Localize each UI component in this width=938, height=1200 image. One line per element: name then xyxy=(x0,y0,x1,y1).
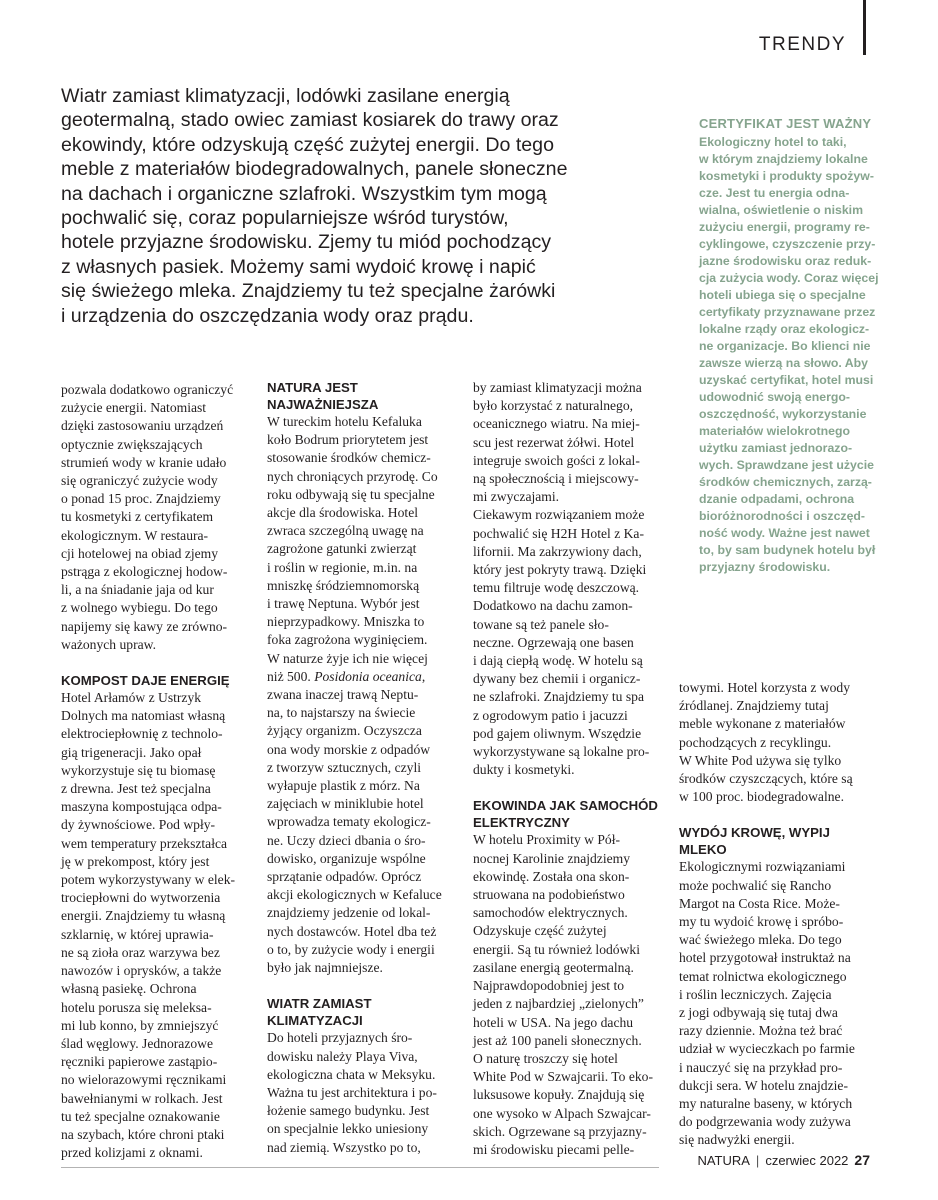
body-paragraph: pozwala dodatkowo ograniczyć zużycie energii. Natomiast dzięki zastosowaniu urządzeń optycznie zwiększających strumień wody w kranie udało się ograniczyć zużycie wody o ponad 15 proc. Znajdziemy tu kosmetyki z certyfikatem ekologicznym. W restaura- cji hotelowej na obiad zjemy pstrąga z ekologicznej hodow- li, a na śniadanie jaja od kur z wolnego wybiegu. Do tego napijemy się kawy ze zrówno- ważonych upraw. xyxy=(61,382,234,652)
column-1 xyxy=(61,381,251,1162)
header-rule xyxy=(863,0,866,55)
subheading-natura: NATURA JEST NAJWAŻNIEJSZA xyxy=(267,380,379,412)
page-number: 27 xyxy=(854,1152,870,1168)
footer-rule xyxy=(61,1167,659,1168)
body-paragraph: towymi. Hotel korzysta z wody źródlanej. Znajdziemy tutaj meble wykonane z materiałów pochodzących z recyklingu. W White Pod używa się tylko środków czyszczących, które są w 100 proc. biodegradowalne. xyxy=(679,680,853,805)
body-paragraph: Hotel Arłamów z Ustrzyk Dolnych ma natomiast własną elektrociepłownię z technolo- gią trigeneracji. Jako opał wykorzystuje się tu biomasę z drewna. Jest też specjalna maszyna kompostująca odpa- dy żywnościowe. Pod wpły- wem temperatury przekształca ję w prekompost, który jest potem wykorzystywany w elek- trociepłowni do wytworzenia energii. Znajdziemy tu własną szklarnię, w której uprawia- ne są zioła oraz warzywa bez nawozów i oprysków, a także własną pasiekę. Ochrona hotelu porusza się meleksa- mi lub konno, by zmniejszyć ślad węglowy. Jednorazowe ręczniki papierowe zastąpio- no wielorazowymi ręcznikami bawełnianymi w rolkach. Jest tu też specjalne oznakowanie na szybach, które chroni ptaki przed kolizjami z oknami. xyxy=(61,690,236,1161)
species-name: Posidonia oceanica xyxy=(314,668,422,684)
sidebar-title: CERTYFIKAT JEST WAŻNY xyxy=(699,116,872,131)
page-footer xyxy=(697,1152,870,1168)
body-paragraph: by zamiast klimatyzacji można było korzystać z naturalnego, oceanicznego wiatru. Na miej- scu jest rezerwat żółwi. Hotel integruje swoich gości z lokal- ną społecznością i miejscowy- mi zwyczajami. Ciekawym rozwiązaniem może pochwalić się H2H Hotel z Ka- lifornii. Ma zakrzywiony dach, który jest pokryty trawą. Dzięki temu filtruje wodę deszczową. Dodatkowo na dachu zamon- towane są też panele sło- neczne. Ogrzewają one basen i dają ciepłą wodę. W hotelu są dywany bez chemii i organicz- ne szlafroki. Znajdziemy tu spa z ogrodowym patio i jacuzzi pod gajem oliwnym. Wszędzie wykorzystywane są lokalne pro- dukty i kosmetyki. xyxy=(473,380,650,778)
body-paragraph: Ekologicznymi rozwiązaniami może pochwalić się Rancho Margot na Costa Rice. Może- my tu wydoić krowę i spróbo- wać świeżego mleka. Do tego hotel przygotował instruktaż na temat rolnictwa ekologicznego i roślin leczniczych. Zajęcia z jogi odbywają się tutaj dwa razy dziennie. Można też brać udział w wycieczkach po farmie i nauczyć się na przykład pro- dukcji sera. W hotelu znajdzie- my naturalne baseny, w których do podgrzewania wody zużywa się nadwyżki energii. xyxy=(679,859,855,1148)
body-paragraph xyxy=(267,413,459,977)
sidebar-body: Ekologiczny hotel to taki, w którym znajdziemy lokalne kosmetyki i produkty spożyw- cze. Jest tu energia odna- wialna, oświetlenie o niskim zużyciu energii, programy re- cyklingowe, czyszczenie przy- jazne środowisku oraz reduk- cja zużycia wody. Coraz więcej hoteli ubiega się o specjalne certyfikaty przyznawane przez lokalne rządy oraz ekologicz- ne organizacje. Bo klienci nie zawsze wierzą na słowo. Aby uzyskać certyfikat, hotel musi udowodnić swoją energo- oszczędność, wykorzystanie materiałów wielokrotnego użytku zamiast jednorazo- wych. Sprawdzane jest użycie środków chemicznych, zarzą- dzanie odpadami, ochrona bioróżnorodności i oszczęd- ność wody. Ważne jest nawet to, by sam budynek hotelu był przyjazny środowisku. xyxy=(699,135,879,574)
body-text: W tureckim hotelu Kefaluka koło Bodrum priorytetem jest stosowanie środków chemicz- nych chroniących przyrodę. Co roku odbywają się tu specjalne akcje dla środowiska. Hotel zwraca szczególną uwagę na zagrożone gatunki zwierząt i roślin w regionie, m.in. na mniszkę śródziemnomorską i trawę Neptuna. Wybór jest nieprzypadkowy. Mniszka to foka zagrożona wyginięciem. W naturze żyje ich nie więcej niż 500. xyxy=(267,414,438,684)
body-paragraph: W hotelu Proximity w Pół- nocnej Karolinie znajdziemy ekowindę. Została ona skon- struowana na podobieństwo samochodów elektrycznych. Odzyskuje część zużytej energii. Są tu również lodówki zasilane energią geotermalną. Najprawdopodobniej jest to jeden z najbardziej „zielonych” hoteli w USA. Na jego dachu jest aż 100 paneli słonecznych. O naturę troszczy się hotel White Pod w Szwajcarii. To eko- luksusowe kopuły. Znajdują się one wysoko w Alpach Szwajcar- skich. Ogrzewane są przyjazny- mi środowisku piecami pelle- xyxy=(473,832,654,1157)
column-4 xyxy=(679,679,874,1150)
section-label: TRENDY xyxy=(758,34,846,55)
sidebar-box xyxy=(699,115,895,576)
body-paragraph: Do hoteli przyjaznych śro- dowisku należy Playa Viva, ekologiczna chata w Meksyku. Ważna tu jest architektura i po- łożenie samego budynku. Jest on specjalnie lekko uniesiony nad ziemią. Wszystko po to, xyxy=(267,1030,437,1155)
footer-separator: | xyxy=(755,1153,760,1168)
issue-date: czerwiec 2022 xyxy=(765,1153,849,1168)
subheading-wydoj: WYDÓJ KROWĘ, WYPIJ MLEKO xyxy=(679,825,830,858)
subheading-wiatr: WIATR ZAMIAST KLIMATYZACJI xyxy=(267,996,372,1029)
subheading-ekowinda: EKOWINDA JAK SAMOCHÓD ELEKTRYCZNY xyxy=(473,798,658,831)
subheading-kompost: KOMPOST DAJE ENERGIĘ xyxy=(61,673,230,689)
magazine-name: NATURA xyxy=(697,1153,750,1168)
body-text: , zwana inaczej trawą Neptu- na, to najstarszy na świecie żyjący organizm. Oczyszcza ona wody morskie z odpadów z tworzyw sztucznych, czyli wyłapuje plastik z mórz. Na zajęciach w miniklubie hotel wprowadza tematy ekologicz- ne. Uczy dzieci dbania o śro- dowisko, organizuje wspólne sprzątanie odpadów. Oprócz akcji ekologicznych w Kefaluce znajdziemy jedzenie od lokal- nych dostawców. Hotel dba też o to, by zużycie wody i energii było jak najmniejsze. xyxy=(267,668,442,976)
column-3 xyxy=(473,379,668,1159)
article-lead: Wiatr zamiast klimatyzacji, lodówki zasilane energią geotermalną, stado owiec zamiast kosiarek do trawy oraz ekowindy, które odzyskują część zużytej energii. Do tego meble z materiałów biodegradowalnych, panele słoneczne na dachach i organiczne szlafroki. Wszystkim tym mogą pochwalić się, coraz popularniejsze wśród turystów, hotele przyjazne środowisku. Zjemy tu miód pochodzący z własnych pasiek. Możemy sami wydoić krowę i napić się świeżego mleka. Znajdziemy tu też specjalne żarówki i urządzenia do oszczędzania wody oraz prądu. xyxy=(61,85,568,327)
column-2 xyxy=(267,379,459,1157)
